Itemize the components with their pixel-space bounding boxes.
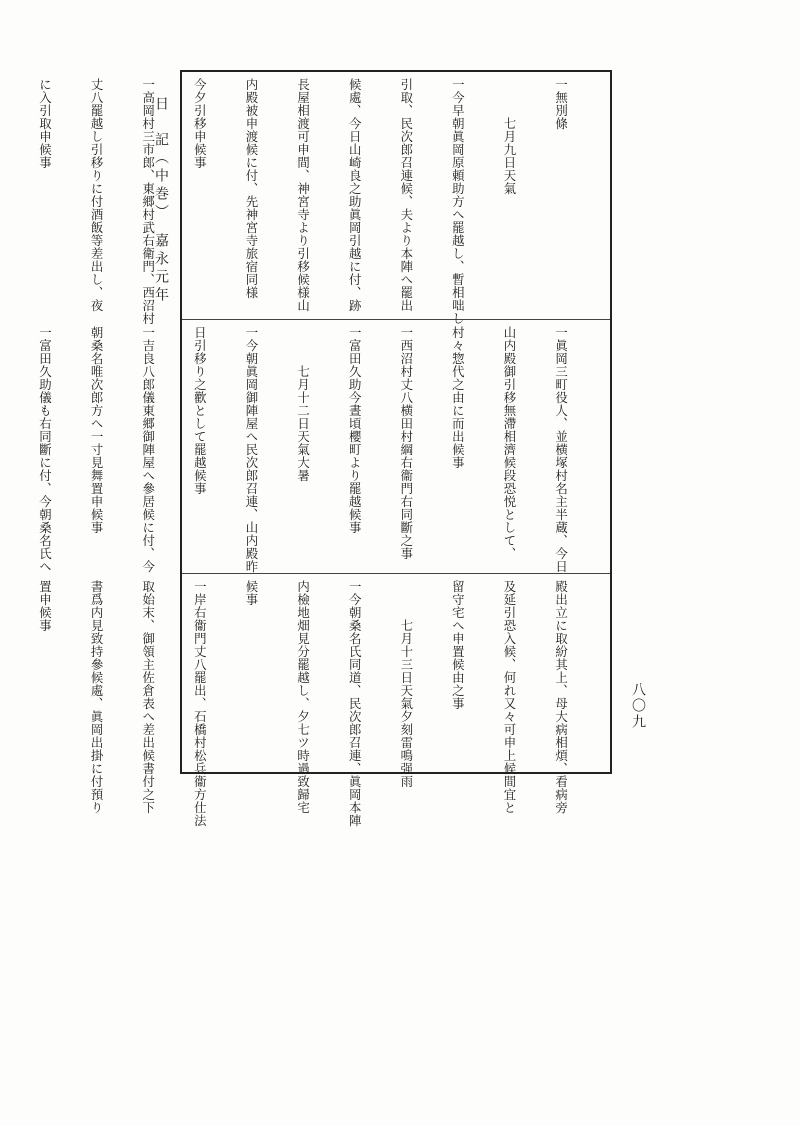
text-line: に入引取申候事 [37,78,53,169]
text-line: 及延引恐入候、何れ又々可申上候間宜と [501,580,517,814]
text-column-block [0,580,604,827]
text-line: 一眞岡三町役人、並横塚村名主半蔵、今日 [553,326,569,573]
text-section-lower [37,574,610,827]
text-line: 候事 [243,580,259,606]
text-column-block [0,78,604,325]
text-line: 候處、今日山崎良之助眞岡引越に付、跡 [347,78,363,312]
text-line: 内檢地畑見分罷越し、夕七ツ時過致歸宅 [295,580,311,814]
text-line: 一無別條 [553,78,569,130]
text-line: 七月九日天氣 [501,78,517,195]
text-line: 置申候事 [37,580,53,632]
text-line [0,580,2,768]
text-line: 山内殿御引移無滯相濟候段恐悦として、 [501,326,517,560]
text-line: 書爲内見致持參候處、眞岡出掛に付預り [89,580,105,814]
text-column-block [0,326,604,573]
text-line: 一今朝眞岡御陣屋へ民次郎召連、山内殿昨 [243,326,259,573]
text-line: 取始末、御領主佐倉表へ差出候書付之下 [140,580,156,814]
text-line: 引取、民次郎召連候、夫より本陣へ罷出 [398,78,414,312]
text-line: 長屋相渡可申間、神宮寺より引移候様山 [295,78,311,312]
text-line: 一西沼村丈八横田村綱右衞門右同斷之事 [398,326,414,560]
text-line: 一高岡村三市郎、東郷村武右衛門、西沼村 [140,78,156,325]
running-title: 日 記（中巻） 嘉永元年 [153,96,169,305]
text-line [0,78,2,315]
text-line [0,326,2,569]
text-line: 内殿被申渡候に付、先神宮寺旅宿同様 [243,78,259,299]
text-line: 今夕引移申候事 [192,78,208,169]
text-line: 一富田久助儀も右同斷に付、今朝桑名氏へ [37,326,53,573]
text-line: 一今早朝眞岡原頼助方へ罷越し、暫相咄し [450,78,466,325]
text-line: 一今朝桑名氏同道、民次郎召連、眞岡本陣 [347,580,363,827]
text-line: 七月十二日天氣大暑 [295,326,311,482]
text-line: 朝桑名唯次郎方へ一寸見舞置申候事 [89,326,105,534]
text-line: 一岸右衞門丈八罷出、石橋村松兵衞方仕法 [192,580,208,827]
text-line: 村々惣代之由に而出候事 [450,326,466,469]
text-section-middle [37,320,610,574]
text-line: 一吉良八郎儀東郷御陣屋へ參居候に付、今 [140,326,156,573]
text-line: 日引移り之歡として罷越候事 [192,326,208,495]
text-line: 一富田久助今晝頃櫻町より罷越候事 [347,326,363,534]
text-line: 殿出立に取紛其上、母大病相煩、看病旁 [553,580,569,814]
text-line: 七月十三日天氣夕刻雷鳴强雨 [398,580,414,788]
text-line: 丈八罷越し引移りに付酒飯等差出し、夜 [89,78,105,312]
page-number: 八〇九 [630,682,646,730]
text-line: 留守宅へ申置候由之事 [450,580,466,710]
